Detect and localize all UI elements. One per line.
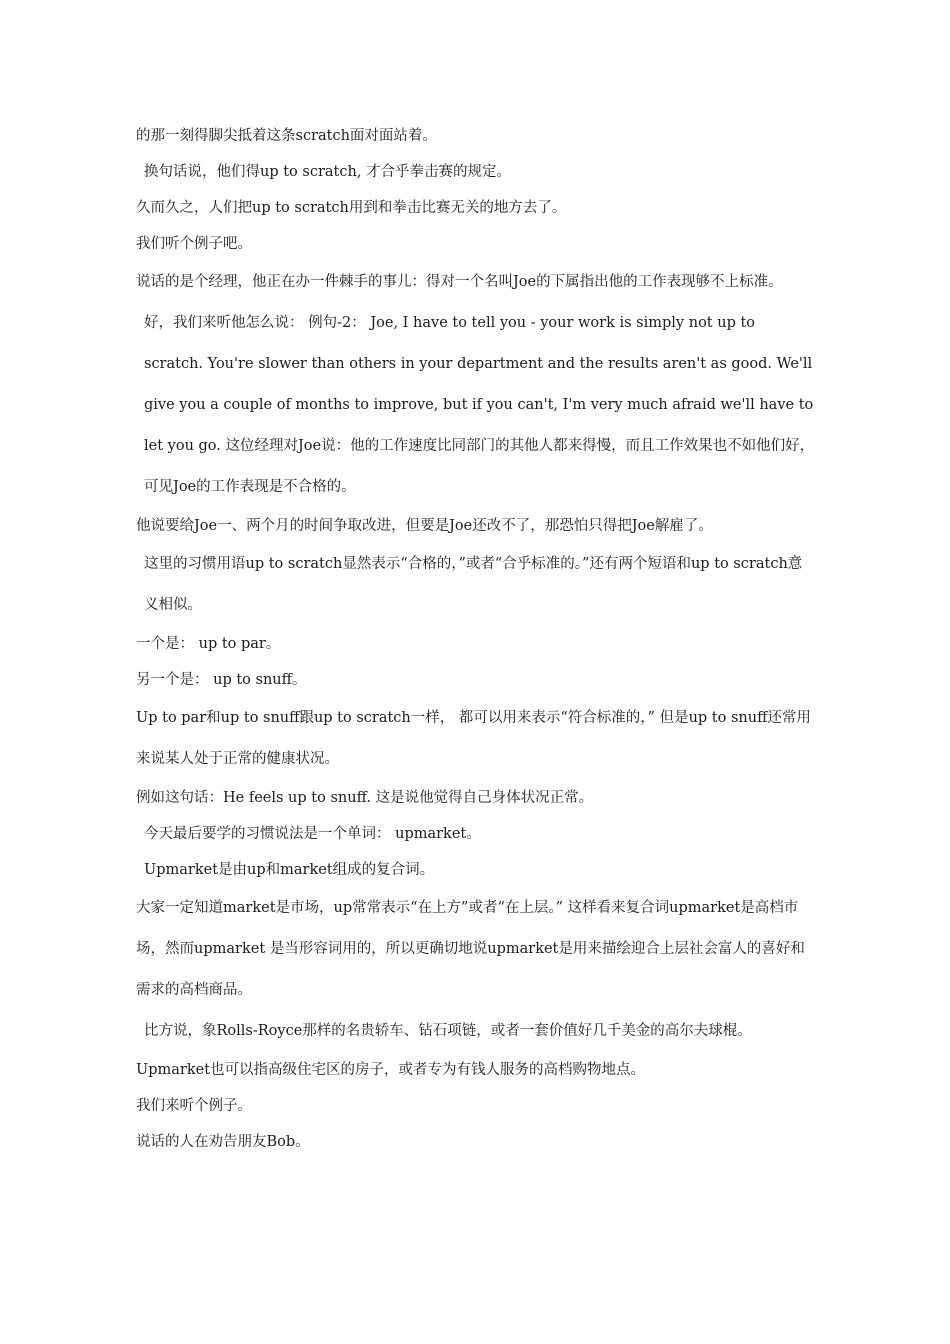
paragraph-13: 今天最后要学的习惯说法是一个单词： upmarket。 bbox=[144, 826, 481, 842]
paragraph-19: 说话的人在劝告朋友Bob。 bbox=[136, 1134, 310, 1150]
paragraph-17: Upmarket也可以指高级住宅区的房子，或者专为有钱人服务的高档购物地点。 bbox=[136, 1062, 646, 1078]
paragraph-9: 一个是： up to par。 bbox=[136, 636, 281, 652]
paragraph-6: 好，我们来听他怎么说： 例句-2： Joe, I have to tell you - your work is simply not up to scratch. You're slower than others in your department and the results aren't as good. We'll give you a couple of months to improve, but if you can't, I'm very much afraid we'll have to let you go. 这位经理对Joe说：他的工作速度比同部门的其他人都来得慢，而且工作效果也不如他们好，可见Joe的工作表现是不合格的。 bbox=[144, 315, 815, 495]
paragraph-3: 久而久之，人们把up to scratch用到和拳击比赛无关的地方去了。 bbox=[136, 200, 567, 216]
paragraph-16: 比方说，象Rolls-Royce那样的名贵轿车、钻石项链，或者一套价值好几千美金的高尔夫球棍。 bbox=[144, 1023, 752, 1039]
paragraph-15: 大家一定知道market是市场，up常常表示“在上方”或者“在上层。” 这样看来复合词upmarket是高档市场，然而upmarket 是当形容词用的，所以更确切地说upmarket是用来描绘迎合上层社会富人的喜好和需求的高档商品。 bbox=[136, 900, 805, 998]
paragraph-11: Up to par和up to snuff跟up to scratch一样， 都可以用来表示“符合标准的，” 但是up to snuff还常用来说某人处于正常的健康状况。 bbox=[136, 710, 811, 767]
paragraph-1: 的那一刻得脚尖抵着这条scratch面对面站着。 bbox=[136, 128, 437, 144]
paragraph-8: 这里的习惯用语up to scratch显然表示“合格的，”或者“合乎标准的。”还有两个短语和up to scratch意义相似。 bbox=[144, 556, 803, 613]
paragraph-10: 另一个是： up to snuff。 bbox=[136, 672, 307, 688]
paragraph-4: 我们听个例子吧。 bbox=[136, 236, 252, 252]
paragraph-18: 我们来听个例子。 bbox=[136, 1098, 252, 1114]
paragraph-2: 换句话说，他们得up to scratch, 才合乎拳击赛的规定。 bbox=[144, 164, 512, 180]
paragraph-7: 他说要给Joe一、两个月的时间争取改进，但要是Joe还改不了，那恐怕只得把Joe解雇了。 bbox=[136, 518, 713, 534]
paragraph-12: 例如这句话：He feels up to snuff. 这是说他觉得自己身体状况正常。 bbox=[136, 790, 594, 806]
document-body bbox=[136, 118, 816, 1160]
paragraph-5: 说话的是个经理，他正在办一件棘手的事儿：得对一个名叫Joe的下属指出他的工作表现够不上标准。 bbox=[136, 274, 783, 290]
paragraph-14: Upmarket是由up和market组成的复合词。 bbox=[144, 862, 435, 878]
